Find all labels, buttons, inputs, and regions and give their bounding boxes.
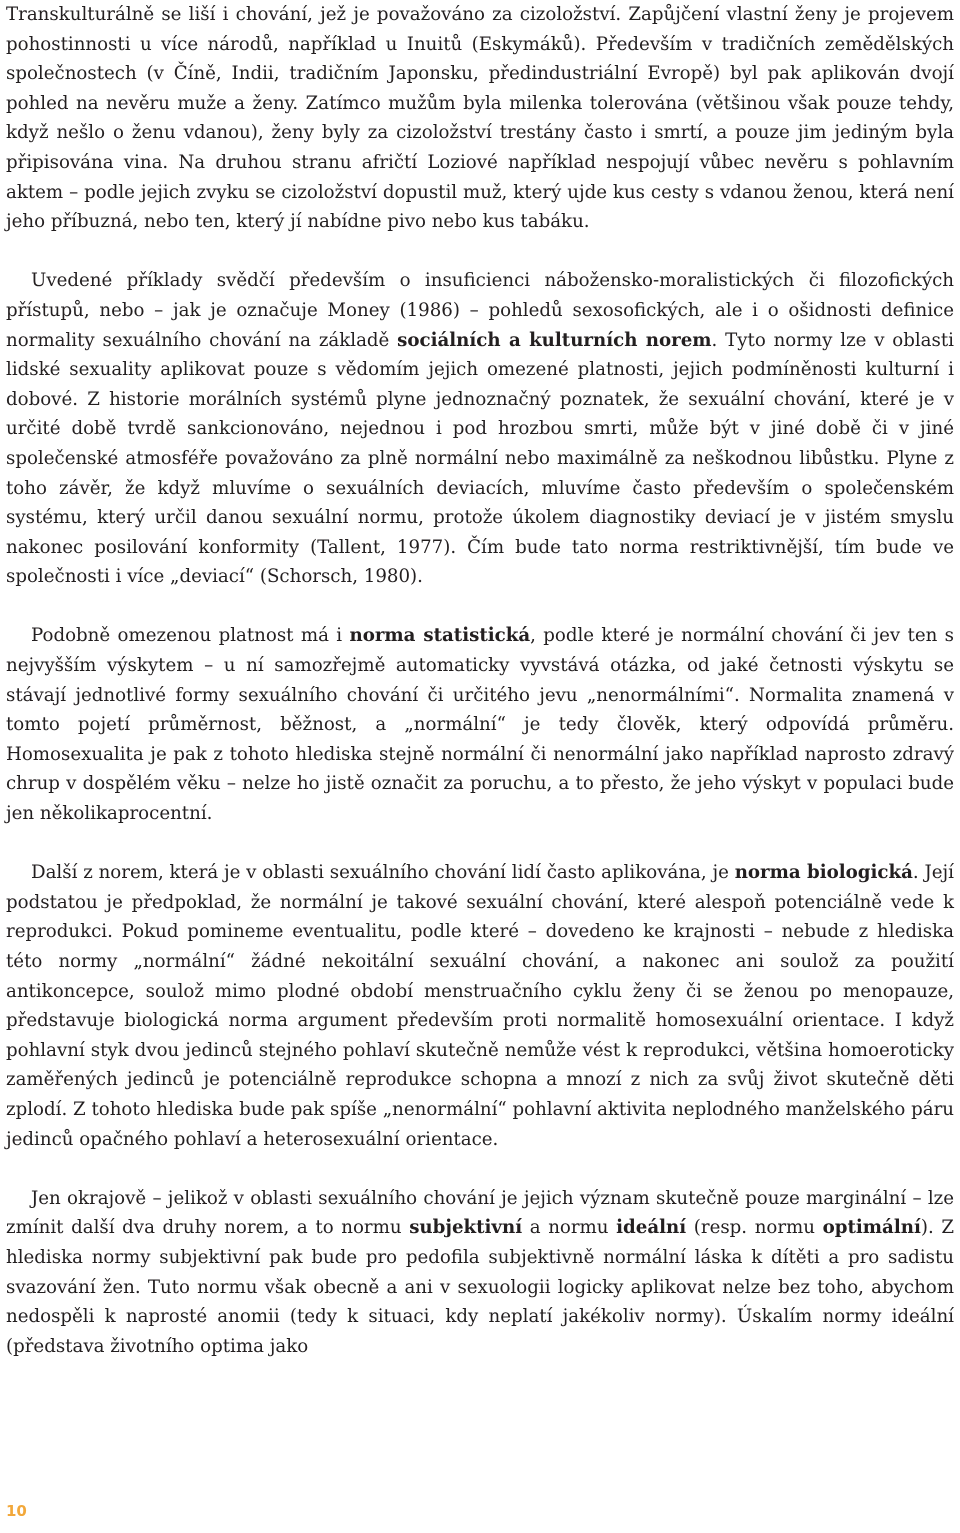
- text-segment: . Tyto normy lze v oblasti lidské sexuality aplikovat pouze s vědomím jejich omezené platnosti, jejich podmíněnosti kulturní i dobové. Z historie morálních systémů plyne jednoznačný poznatek, že sexuální chování, které je v určité době tvrdě sankcionováno, nejednou i pod hrozbou smrti, může být v jiné době či v jiné společenské atmosféře považováno za plně normální nebo maximálně za neškodnou libůstku. Plyne z toho závěr, že když mluvíme o sexuálních deviacích, mluvíme často především o společenském systému, který určil danou sexuální normu, protože úkolem diagnostiky deviací je v jistém smyslu nakonec posilování konformity (Tallent, 1977). Čím bude tato norma restriktivnější, tím bude ve společnosti i více „deviací“ (Schorsch, 1980).: [6, 329, 954, 588]
- paragraph-gap: [6, 592, 954, 622]
- bold-term: ideální: [616, 1217, 687, 1239]
- paragraph: [6, 266, 954, 592]
- text-segment: a normu: [522, 1217, 617, 1239]
- paragraph: [6, 858, 954, 1154]
- page-number: 10: [6, 1502, 27, 1520]
- paragraph-gap: [6, 1154, 954, 1184]
- paragraph-gap: [6, 237, 954, 267]
- paragraph: [6, 1184, 954, 1362]
- text-segment: ). Z hlediska normy subjektivní pak bude pro pedofila subjektivně normální láska k dítěti a pro sadistu svazování žen. Tuto normu však obecně a ani v sexuologii logicky aplikovat nelze bez toho, abychom nedospěli k naprosté anomii (tedy k situaci, kdy neplatí jakékoliv normy). Úskalím normy ideální (představa životního optima jako: [6, 1217, 954, 1357]
- text-segment: Uvedené příklady svědčí především o insuficienci nábožensko-moralistických či filozofických přístupů, nebo – jak je označuje Money (1986) – pohledů sexosofických, ale i o ošidnosti definice normality sexuálního chování na základě: [6, 270, 954, 351]
- paragraph-gap: [6, 829, 954, 859]
- paragraph: [6, 621, 954, 828]
- bold-term: subjektivní: [409, 1217, 523, 1239]
- document-body: [6, 0, 954, 1361]
- bold-term: optimální: [822, 1217, 921, 1239]
- text-segment: Transkulturálně se liší i chování, jež je považováno za cizoložství. Zapůjčení vlastní ženy je projevem pohostinnosti u více národů, například u Inuitů (Eskymáků). Především v tradičních zemědělských společnostech (v Číně, Indii, tradičním Japonsku, předindustriální Evropě) byl pak aplikován dvojí pohled na nevěru muže a ženy. Zatímco mužům byla milenka tolerována (většinou však pouze tehdy, když nešlo o ženu vdanou), ženy byly za cizoložství trestány často i smrtí, a pouze jim jediným byla připisována vina. Na druhou stranu afričtí Loziové například nespojují vůbec nevěru s pohlavním aktem – podle jejich zvyku se cizoložství dopustil muž, který ujde kus cesty s vdanou ženou, která není jeho příbuzná, nebo ten, který jí nabídne pivo nebo kus tabáku.: [6, 4, 954, 233]
- bold-term: norma statistická: [349, 625, 531, 647]
- text-segment: Další z norem, která je v oblasti sexuálního chování lidí často aplikována, je: [31, 862, 735, 884]
- text-segment: (resp. normu: [686, 1217, 823, 1239]
- text-segment: Podobně omezenou platnost má i: [31, 625, 350, 647]
- bold-term: norma biologická: [734, 862, 913, 884]
- text-segment: , podle které je normální chování či jev ten s nejvyšším výskytem – u ní samozřejmě automaticky vyvstává otázka, od jaké četnosti výskytu se stávají jednotlivé formy sexuálního chování či určitého jevu „nenormálními“. Normalita znamená v tomto pojetí průměrnost, běžnost, a „normální“ je tedy člověk, který odpovídá průměru. Homosexualita je pak z tohoto hlediska stejně normální či nenormální jako například naprosto zdravý chrup v dospělém věku – nelze ho jistě označit za poruchu, a to přesto, že jeho výskyt v populaci bude jen několikaprocentní.: [6, 625, 955, 825]
- bold-term: sociálních a kulturních norem: [397, 329, 712, 351]
- text-segment: . Její podstatou je předpoklad, že normální je takové sexuální chování, které alespoň potenciálně vede k reprodukci. Pokud pomineme eventualitu, podle které – dovedeno ke krajnosti – nebude z hlediska této normy „normální“ žádné nekoitální sexuální chování, a nakonec ani soulož za použití antikoncepce, soulož mimo plodné období menstruačního cyklu ženy či se ženou po menopauze, představuje biologická norma argument především proti normalitě homosexuální orientace. I když pohlavní styk dvou jedinců stejného pohlaví skutečně nemůže vést k reprodukci, většina homoeroticky zaměřených jedinců je potenciálně reprodukce schopna a mnozí z nich za svůj život skutečně děti zplodí. Z tohoto hlediska bude pak spíše „nenormální“ pohlavní aktivita neplodného manželského páru jedinců opačného pohlaví a heterosexuální orientace.: [6, 862, 955, 1150]
- paragraph: [6, 0, 954, 237]
- text-segment: Jen okrajově – jelikož v oblasti sexuálního chování je jejich význam skutečně pouze marginální – lze zmínit další dva druhy norem, a to normu: [6, 1187, 954, 1239]
